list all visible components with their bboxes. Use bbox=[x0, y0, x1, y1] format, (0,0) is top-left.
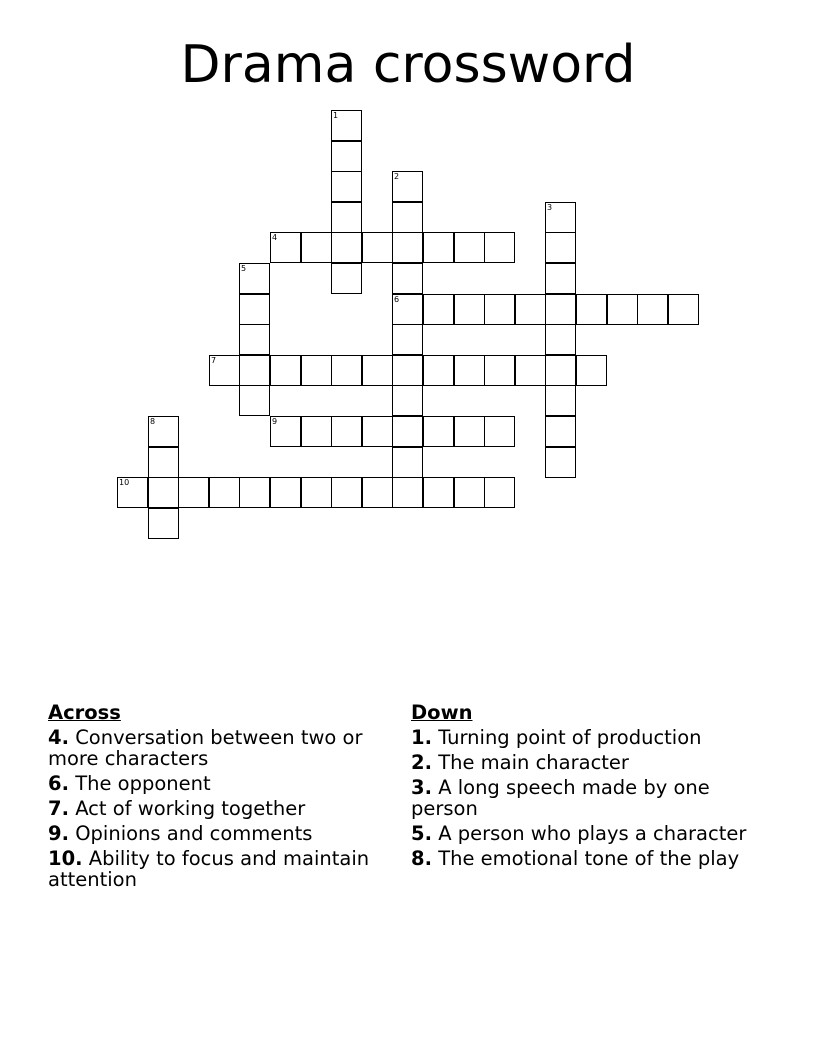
clue-number: 6 bbox=[394, 295, 400, 304]
grid-cell[interactable] bbox=[392, 202, 423, 233]
grid-cell[interactable] bbox=[576, 294, 607, 325]
grid-cell[interactable] bbox=[301, 477, 332, 508]
grid-cell[interactable] bbox=[239, 385, 270, 416]
down-clue: 2. The main character bbox=[411, 751, 629, 774]
grid-cell[interactable] bbox=[454, 477, 485, 508]
grid-cell[interactable] bbox=[392, 447, 423, 478]
clue-number: 9 bbox=[272, 417, 278, 426]
grid-cell[interactable] bbox=[301, 232, 332, 263]
grid-cell[interactable] bbox=[301, 416, 332, 447]
page-title: Drama crossword bbox=[180, 35, 636, 95]
across-heading: Across bbox=[48, 701, 121, 724]
grid-cell[interactable] bbox=[392, 355, 423, 386]
grid-cell[interactable] bbox=[331, 477, 362, 508]
grid-cell[interactable] bbox=[301, 355, 332, 386]
down-clue: 5. A person who plays a character bbox=[411, 822, 747, 845]
grid-cell[interactable] bbox=[545, 324, 576, 355]
clue-number: 7 bbox=[211, 356, 217, 365]
grid-cell[interactable] bbox=[484, 477, 515, 508]
grid-cell[interactable] bbox=[392, 385, 423, 416]
grid-cell[interactable] bbox=[331, 232, 362, 263]
grid-cell[interactable] bbox=[362, 232, 393, 263]
grid-cell[interactable] bbox=[484, 416, 515, 447]
grid-cell[interactable] bbox=[515, 355, 546, 386]
grid-cell[interactable] bbox=[545, 232, 576, 263]
grid-cell[interactable] bbox=[362, 355, 393, 386]
clue-number: 5 bbox=[241, 264, 247, 273]
grid-cell[interactable] bbox=[576, 355, 607, 386]
grid-cell[interactable] bbox=[392, 477, 423, 508]
grid-cell[interactable] bbox=[607, 294, 638, 325]
grid-cell[interactable] bbox=[423, 355, 454, 386]
across-clues bbox=[48, 702, 393, 894]
down-clue: 3. A long speech made by one person bbox=[411, 776, 710, 820]
clue-number: 4 bbox=[272, 233, 278, 242]
across-clue: 4. Conversation between two or more characters bbox=[48, 726, 363, 770]
grid-cell[interactable] bbox=[423, 477, 454, 508]
grid-cell[interactable] bbox=[148, 447, 179, 478]
grid-cell[interactable] bbox=[331, 416, 362, 447]
clue-number: 1 bbox=[333, 111, 339, 120]
grid-cell[interactable] bbox=[484, 232, 515, 263]
grid-cell[interactable] bbox=[239, 324, 270, 355]
across-clue: 6. The opponent bbox=[48, 772, 211, 795]
grid-cell[interactable] bbox=[148, 508, 179, 539]
grid-cell[interactable] bbox=[515, 294, 546, 325]
grid-cell[interactable] bbox=[454, 355, 485, 386]
grid-cell[interactable] bbox=[423, 232, 454, 263]
grid-cell[interactable] bbox=[362, 416, 393, 447]
clue-number: 10 bbox=[119, 478, 130, 487]
across-clue: 7. Act of working together bbox=[48, 797, 306, 820]
grid-cell[interactable] bbox=[331, 202, 362, 233]
down-clue: 1. Turning point of production bbox=[411, 726, 702, 749]
down-clues bbox=[411, 702, 756, 873]
grid-cell[interactable] bbox=[454, 416, 485, 447]
grid-cell[interactable] bbox=[270, 477, 301, 508]
grid-cell[interactable] bbox=[637, 294, 668, 325]
grid-cell[interactable] bbox=[331, 141, 362, 172]
grid-cell[interactable] bbox=[423, 416, 454, 447]
grid-cell[interactable] bbox=[331, 355, 362, 386]
grid-cell[interactable] bbox=[545, 355, 576, 386]
grid-cell[interactable] bbox=[392, 416, 423, 447]
down-clue: 8. The emotional tone of the play bbox=[411, 847, 740, 870]
grid-cell[interactable] bbox=[178, 477, 209, 508]
grid-cell[interactable] bbox=[484, 355, 515, 386]
grid-cell[interactable] bbox=[392, 263, 423, 294]
grid-cell[interactable] bbox=[331, 171, 362, 202]
grid-cell[interactable] bbox=[423, 294, 454, 325]
clue-number: 3 bbox=[547, 203, 553, 212]
grid-cell[interactable] bbox=[484, 294, 515, 325]
grid-cell[interactable] bbox=[454, 294, 485, 325]
grid-cell[interactable] bbox=[331, 263, 362, 294]
grid-cell[interactable] bbox=[239, 355, 270, 386]
grid-cell[interactable] bbox=[545, 263, 576, 294]
grid-cell[interactable] bbox=[392, 324, 423, 355]
grid-cell[interactable] bbox=[239, 477, 270, 508]
down-heading: Down bbox=[411, 701, 473, 724]
across-clue: 9. Opinions and comments bbox=[48, 822, 313, 845]
grid-cell[interactable] bbox=[362, 477, 393, 508]
grid-cell[interactable] bbox=[545, 447, 576, 478]
grid-cell[interactable] bbox=[270, 355, 301, 386]
grid-cell[interactable] bbox=[239, 294, 270, 325]
grid-cell[interactable] bbox=[454, 232, 485, 263]
grid-cell[interactable] bbox=[209, 477, 240, 508]
grid-cell[interactable] bbox=[148, 477, 179, 508]
across-clue: 10. Ability to focus and maintain attention bbox=[48, 847, 370, 891]
grid-cell[interactable] bbox=[545, 385, 576, 416]
clue-number: 2 bbox=[394, 172, 400, 181]
grid-cell[interactable] bbox=[545, 294, 576, 325]
grid-cell[interactable] bbox=[545, 416, 576, 447]
clue-number: 8 bbox=[150, 417, 156, 426]
grid-cell[interactable] bbox=[392, 232, 423, 263]
grid-cell[interactable] bbox=[668, 294, 699, 325]
